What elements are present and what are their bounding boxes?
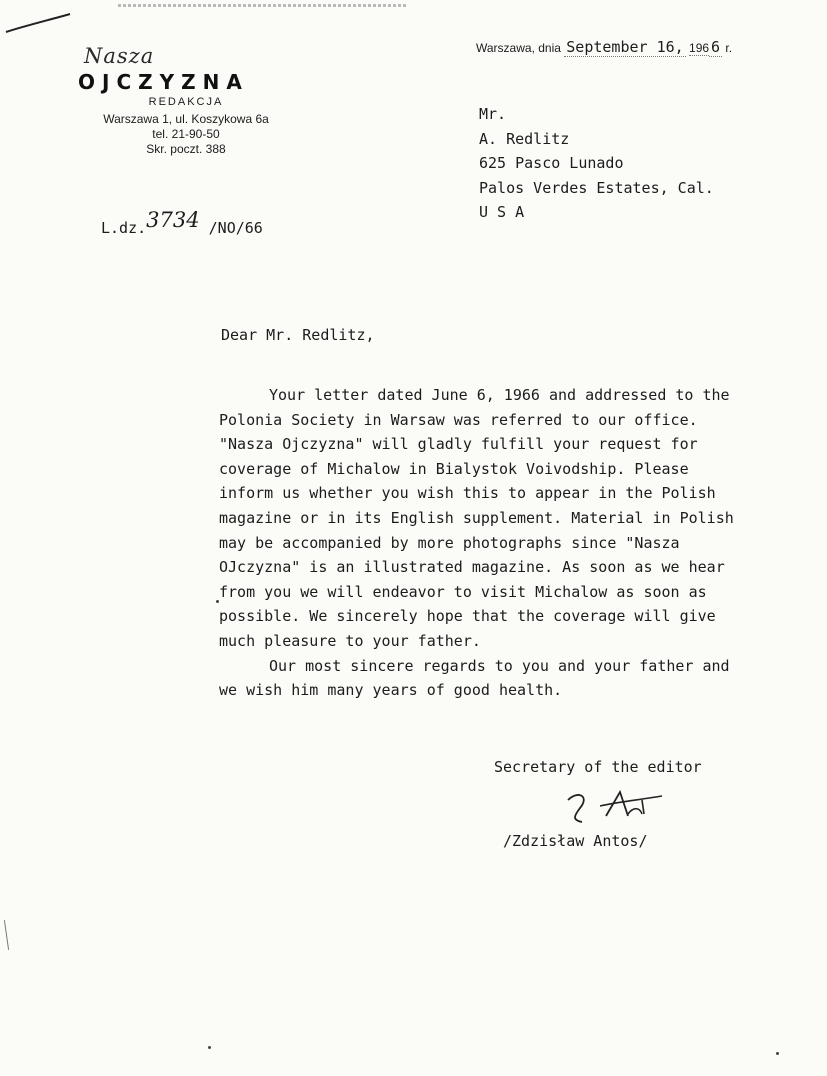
- body-line: Your letter dated June 6, 1966 and addressed to the: [269, 386, 730, 404]
- dateline-year-prefix: 196: [689, 41, 710, 55]
- dateline-date: September 16,: [566, 38, 684, 56]
- body-line: from you we will endeavor to visit Michalow as soon as: [219, 582, 707, 601]
- dateline-year-digit: 6: [711, 38, 721, 56]
- letterhead-address: [78, 112, 294, 157]
- letterhead-brand: OJCZYZNA: [78, 70, 249, 94]
- recipient-line: A. Redlitz: [479, 129, 570, 148]
- body-line: magazine or in its English supplement. Material in Polish: [219, 508, 734, 527]
- ink-speck: [216, 600, 219, 603]
- signer-name: /Zdzisław Antos/: [503, 832, 648, 850]
- ink-speck: [776, 1052, 779, 1055]
- body-line: Our most sincere regards to you and your father and: [269, 656, 730, 675]
- body-line: inform us whether you wish this to appear in the Polish: [219, 484, 716, 503]
- pen-stroke-mark: [4, 8, 74, 36]
- letterhead-department: REDAKCJA: [148, 96, 224, 108]
- dateline-year-suffix: r.: [725, 41, 733, 55]
- letterhead-script-title: Nasza: [84, 44, 155, 68]
- closing-title: Secretary of the editor: [494, 758, 702, 776]
- address-line: Warszawa 1, ul. Koszykowa 6a: [103, 112, 269, 126]
- dateline-place: Warszawa, dnia: [476, 41, 561, 55]
- scan-edge-mark: [4, 920, 9, 950]
- address-line: tel. 21-90-50: [152, 127, 220, 141]
- handwritten-signature: [558, 786, 668, 830]
- scan-edge-line: [118, 4, 408, 7]
- reference-prefix: L.dz.: [101, 219, 147, 237]
- recipient-line: U S A: [479, 203, 525, 221]
- recipient-line: 625 Pasco Lunado: [479, 154, 624, 172]
- recipient-address: [479, 102, 714, 225]
- body-line: Polonia Society in Warsaw was referred to our office.: [219, 410, 698, 429]
- recipient-line: Palos Verdes Estates, Cal.: [479, 178, 714, 197]
- salutation: Dear Mr. Redlitz,: [221, 326, 375, 344]
- reference-suffix: /NO/66: [208, 219, 263, 237]
- body-line: coverage of Michalow in Bialystok Voivodship. Please: [219, 459, 689, 478]
- body-line: "Nasza Ojczyzna" will gladly fulfill your request for: [219, 435, 698, 454]
- reference-number: [101, 208, 263, 238]
- recipient-line: Mr.: [479, 105, 507, 123]
- body-line: much pleasure to your father.: [219, 631, 481, 650]
- body-line: we wish him many years of good health.: [219, 681, 563, 700]
- body-line: possible. We sincerely hope that the coverage will give: [219, 607, 716, 626]
- reference-handwritten-number: 3734: [146, 208, 200, 232]
- ink-speck: [208, 1046, 211, 1049]
- letter-body: [219, 383, 819, 703]
- body-line: may be accompanied by more photographs since "Nasza: [219, 533, 680, 552]
- address-line: Skr. poczt. 388: [146, 142, 226, 156]
- dateline: [476, 38, 732, 56]
- letterhead: [78, 44, 298, 157]
- body-line: OJczyzna" is an illustrated magazine. As soon as we hear: [219, 558, 725, 577]
